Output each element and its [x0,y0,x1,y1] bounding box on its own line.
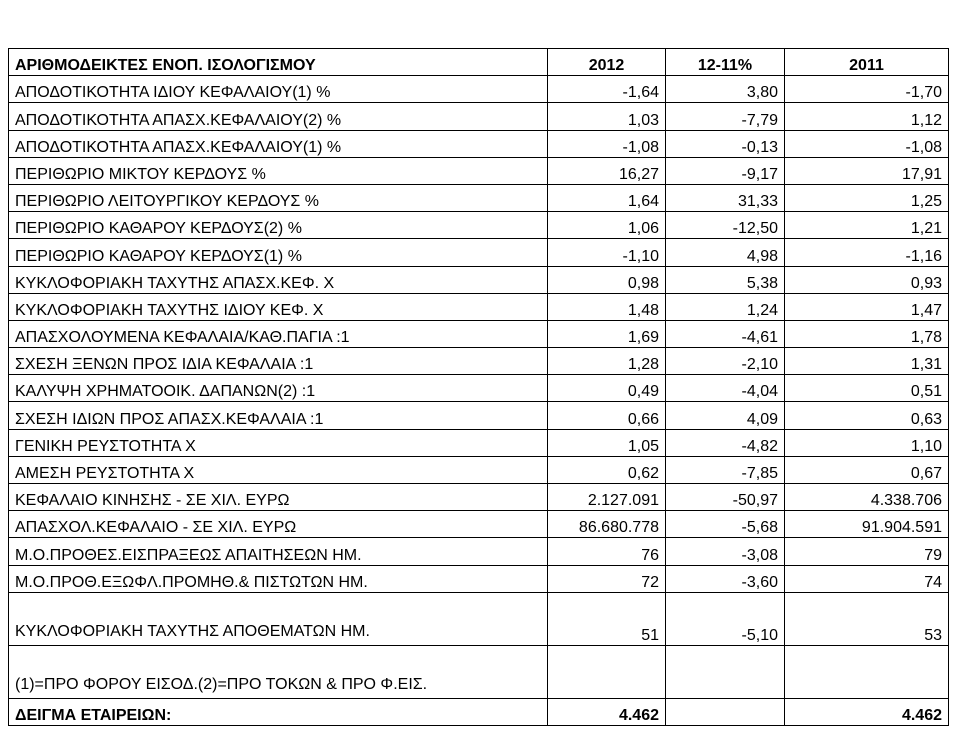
total-2012: 4.462 [548,698,666,725]
value-change: -2,10 [666,348,785,375]
table-row [9,456,949,483]
value-2011: 1,78 [785,320,949,347]
header-row [9,49,949,76]
table-row [9,212,949,239]
value-2012: 0,49 [548,375,666,402]
table-row [9,429,949,456]
value-change: -7,79 [666,103,785,130]
row-label: ΠΕΡΙΘΩΡΙΟ ΚΑΘΑΡΟΥ ΚΕΡΔΟΥΣ(1) % [9,239,548,266]
row-label: ΑΠΑΣΧΟΛΟΥΜΕΝΑ ΚΕΦΑΛΑΙΑ/ΚΑΘ.ΠΑΓΙΑ :1 [9,320,548,347]
value-2012: 2.127.091 [548,484,666,511]
table-row [9,103,949,130]
value-2011: 1,25 [785,184,949,211]
table-row [9,76,949,103]
footnote-empty-2011 [785,645,949,698]
row-label: ΓΕΝΙΚΗ ΡΕΥΣΤΟΤΗΤΑ Χ [9,429,548,456]
table-row [9,565,949,592]
value-2012: 1,28 [548,348,666,375]
table-row [9,375,949,402]
total-label: ΔΕΙΓΜΑ ΕΤΑΙΡΕΙΩΝ: [9,698,548,725]
value-change: 5,38 [666,266,785,293]
value-change: 4,98 [666,239,785,266]
value-2011: 1,12 [785,103,949,130]
table-row [9,538,949,565]
value-2011: 79 [785,538,949,565]
value-2011: 0,63 [785,402,949,429]
value-change: 1,24 [666,293,785,320]
value-change: -4,82 [666,429,785,456]
row-label: ΚΥΚΛΟΦΟΡΙΑΚΗ ΤΑΧΥΤΗΣ ΙΔΙΟΥ ΚΕΦ. Χ [9,293,548,320]
footnote-row [9,645,949,698]
value-change: -4,61 [666,320,785,347]
row-label: ΑΜΕΣΗ ΡΕΥΣΤΟΤΗΤΑ Χ [9,456,548,483]
footnote-empty-2012 [548,645,666,698]
value-change: -3,60 [666,565,785,592]
row-label: ΠΕΡΙΘΩΡΙΟ ΚΑΘΑΡΟΥ ΚΕΡΔΟΥΣ(2) % [9,212,548,239]
value-2012: 51 [548,592,666,645]
value-change: -7,85 [666,456,785,483]
header-2012: 2012 [548,49,666,76]
table-row [9,293,949,320]
total-2011: 4.462 [785,698,949,725]
footnote-empty-change [666,645,785,698]
table-row [9,511,949,538]
row-label: ΚΑΛΥΨΗ ΧΡΗΜΑΤΟΟΙΚ. ΔΑΠΑΝΩΝ(2) :1 [9,375,548,402]
value-2012: 72 [548,565,666,592]
value-2012: 1,03 [548,103,666,130]
value-2011: 0,93 [785,266,949,293]
row-label: ΑΠΑΣΧΟΛ.ΚΕΦΑΛΑΙΟ - ΣΕ ΧΙΛ. ΕΥΡΩ [9,511,548,538]
value-change: -5,68 [666,511,785,538]
table-row [9,348,949,375]
total-empty-change [666,698,785,725]
value-2012: 1,69 [548,320,666,347]
value-change: 31,33 [666,184,785,211]
row-label: ΚΕΦΑΛΑΙΟ ΚΙΝΗΣΗΣ - ΣΕ ΧΙΛ. ΕΥΡΩ [9,484,548,511]
value-2012: 86.680.778 [548,511,666,538]
value-2012: 0,66 [548,402,666,429]
header-change: 12-11% [666,49,785,76]
value-2012: 1,06 [548,212,666,239]
value-2011: 74 [785,565,949,592]
footnote-label: (1)=ΠΡΟ ΦΟΡΟΥ ΕΙΣΟΔ.(2)=ΠΡΟ ΤΟΚΩΝ & ΠΡΟ Φ.ΕΙΣ. [9,645,548,698]
value-2011: -1,16 [785,239,949,266]
value-2012: -1,08 [548,130,666,157]
header-label: ΑΡΙΘΜΟΔΕΙΚΤΕΣ ΕΝΟΠ. ΙΣΟΛΟΓΙΣΜΟΥ [9,49,548,76]
table-row [9,266,949,293]
value-change: 3,80 [666,76,785,103]
financial-ratios-table [8,48,949,726]
table-row [9,402,949,429]
value-2011: 0,67 [785,456,949,483]
value-2011: 0,51 [785,375,949,402]
value-change: -0,13 [666,130,785,157]
table-row [9,239,949,266]
row-label: Μ.Ο.ΠΡΟΘ.ΕΞΩΦΛ.ΠΡΟΜΗΘ.& ΠΙΣΤΩΤΩΝ ΗΜ. [9,565,548,592]
value-2012: 0,62 [548,456,666,483]
row-label: ΠΕΡΙΘΩΡΙΟ ΛΕΙΤΟΥΡΓΙΚΟΥ ΚΕΡΔΟΥΣ % [9,184,548,211]
table-row [9,320,949,347]
value-change: -9,17 [666,157,785,184]
row-label: ΣΧΕΣΗ ΞΕΝΩΝ ΠΡΟΣ ΙΔΙΑ ΚΕΦΑΛΑΙΑ :1 [9,348,548,375]
row-label: ΑΠΟΔΟΤΙΚΟΤΗΤΑ ΑΠΑΣΧ.ΚΕΦΑΛΑΙΟΥ(1) % [9,130,548,157]
value-2012: 76 [548,538,666,565]
row-label: ΑΠΟΔΟΤΙΚΟΤΗΤΑ ΑΠΑΣΧ.ΚΕΦΑΛΑΙΟΥ(2) % [9,103,548,130]
value-2011: 4.338.706 [785,484,949,511]
value-2012: -1,10 [548,239,666,266]
inventory-turnover-row [9,592,949,645]
value-2011: 1,47 [785,293,949,320]
value-change: -4,04 [666,375,785,402]
value-2012: 16,27 [548,157,666,184]
value-change: -5,10 [666,592,785,645]
value-2011: 91.904.591 [785,511,949,538]
row-label: ΚΥΚΛΟΦΟΡΙΑΚΗ ΤΑΧΥΤΗΣ ΑΠΑΣΧ.ΚΕΦ. Χ [9,266,548,293]
value-2011: -1,08 [785,130,949,157]
value-change: -50,97 [666,484,785,511]
value-2012: -1,64 [548,76,666,103]
table-row [9,130,949,157]
table-row [9,157,949,184]
value-2011: -1,70 [785,76,949,103]
table-row [9,484,949,511]
value-change: -12,50 [666,212,785,239]
row-label: ΣΧΕΣΗ ΙΔΙΩΝ ΠΡΟΣ ΑΠΑΣΧ.ΚΕΦΑΛΑΙΑ :1 [9,402,548,429]
row-label: ΠΕΡΙΘΩΡΙΟ ΜΙΚΤΟΥ ΚΕΡΔΟΥΣ % [9,157,548,184]
row-label: ΚΥΚΛΟΦΟΡΙΑΚΗ ΤΑΧΥΤΗΣ ΑΠΟΘΕΜΑΤΩΝ ΗΜ. [9,592,548,645]
value-2012: 1,05 [548,429,666,456]
value-2011: 1,10 [785,429,949,456]
row-label: ΑΠΟΔΟΤΙΚΟΤΗΤΑ ΙΔΙΟΥ ΚΕΦΑΛΑΙΟΥ(1) % [9,76,548,103]
value-2011: 17,91 [785,157,949,184]
value-2011: 1,31 [785,348,949,375]
total-row [9,698,949,725]
table-row [9,184,949,211]
value-2012: 1,48 [548,293,666,320]
value-2012: 1,64 [548,184,666,211]
value-2012: 0,98 [548,266,666,293]
value-2011: 1,21 [785,212,949,239]
value-change: -3,08 [666,538,785,565]
header-2011: 2011 [785,49,949,76]
value-change: 4,09 [666,402,785,429]
value-2011: 53 [785,592,949,645]
row-label: Μ.Ο.ΠΡΟΘΕΣ.ΕΙΣΠΡΑΞΕΩΣ ΑΠΑΙΤΗΣΕΩΝ ΗΜ. [9,538,548,565]
